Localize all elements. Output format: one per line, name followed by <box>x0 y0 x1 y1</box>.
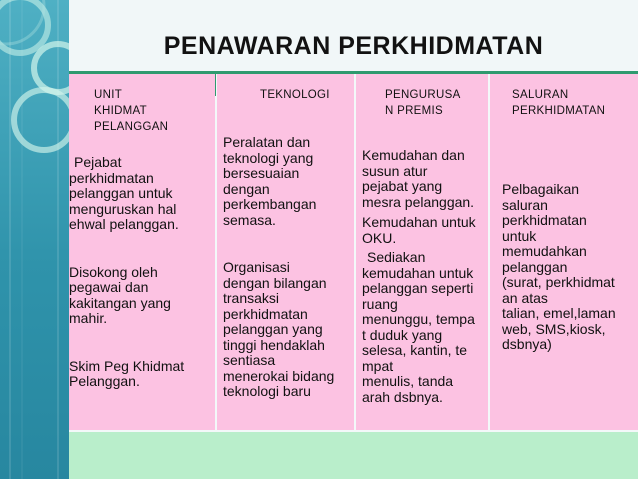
text-line: teknologi yang <box>223 149 314 166</box>
text-line: (surat, perkhidmat <box>502 274 615 290</box>
text-line: pelanggan yang <box>223 321 323 337</box>
text-line: susun atur <box>362 162 428 179</box>
text-line: mpat <box>362 357 394 374</box>
text-line: selesa, kantin, te <box>362 342 468 358</box>
text-line: pelanggan <box>502 258 568 275</box>
text-line: teknologi baru <box>223 383 311 399</box>
text-line: Pelanggan. <box>69 373 140 389</box>
text-line: dengan <box>223 180 270 197</box>
text-line: perkhidmatan <box>223 305 308 322</box>
text-line: untuk <box>502 227 537 244</box>
sidebar-stripes-graphic <box>0 0 69 479</box>
column-header <box>512 87 605 119</box>
text-line: dsbnya) <box>502 336 552 352</box>
header-line: UNIT <box>94 89 123 101</box>
text-line: OKU. <box>362 229 397 246</box>
header-line: SALURAN <box>512 89 569 101</box>
text-line: pejabat yang <box>362 178 443 194</box>
text-line: mesra pelanggan. <box>362 193 475 210</box>
column-body <box>502 182 638 353</box>
footer-band <box>69 432 638 479</box>
text-line: memudahkan <box>502 243 587 259</box>
text-line: perkhidmatan <box>69 169 154 186</box>
column-header <box>94 87 168 135</box>
column-body <box>362 148 488 405</box>
slide-title-area <box>69 0 638 72</box>
column-header <box>385 87 461 119</box>
text-line: pelanggan untuk <box>69 185 173 201</box>
text-line: kemudahan untuk <box>362 264 474 281</box>
column-header <box>260 87 330 103</box>
text-line: Kemudahan dan <box>362 147 465 163</box>
text-line: bersesuaian <box>223 165 300 181</box>
text-line: dengan bilangan <box>223 274 327 291</box>
text-line: ehwal pelanggan. <box>69 216 179 232</box>
text-line: pelanggan seperti <box>362 280 474 296</box>
decorative-sidebar <box>0 0 69 479</box>
text-line: sentiasa <box>223 352 276 368</box>
text-line: an atas <box>502 289 548 306</box>
header-line: PENGURUSA <box>385 89 461 101</box>
header-line: KHIDMAT <box>94 105 147 117</box>
text-line: Pelbagaikan <box>502 181 580 197</box>
text-line: t duduk yang <box>362 326 443 343</box>
header-line: TEKNOLOGI <box>260 89 330 101</box>
text-line: menguruskan hal <box>69 200 177 217</box>
text-line: Peralatan dan <box>223 134 311 150</box>
text-line: mahir. <box>69 310 108 326</box>
text-line: Kemudahan untuk <box>362 214 476 230</box>
text-line: semasa. <box>223 211 276 228</box>
header-line: PERKHIDMATAN <box>512 105 606 117</box>
text-line: talian, emel,laman <box>502 305 616 321</box>
text-line: ruang <box>362 295 398 312</box>
text-line: perkembangan <box>223 196 317 212</box>
text-line: Disokong oleh <box>69 263 158 280</box>
text-line: arah dsbnya. <box>362 388 443 405</box>
text-line: saluran <box>502 196 548 213</box>
slide-title: PENAWARAN PERKHIDMATAN <box>163 32 544 60</box>
text-line: menerokai bidang <box>223 367 335 384</box>
header-line: N PREMIS <box>385 105 443 117</box>
header-line: PELANGGAN <box>94 121 169 133</box>
text-line: pegawai dan <box>69 279 149 295</box>
text-line: Sediakan <box>367 249 426 265</box>
text-line: perkhidmatan <box>502 212 587 228</box>
text-line: menunggu, tempa <box>362 311 475 327</box>
column-body <box>69 155 215 390</box>
text-line: transaksi <box>223 290 280 306</box>
text-line: web, SMS,kiosk, <box>502 320 606 337</box>
text-line: kakitangan yang <box>69 294 171 311</box>
text-line: tinggi hendaklah <box>223 336 325 353</box>
column-body <box>223 135 354 400</box>
text-line: menulis, tanda <box>362 373 454 389</box>
text-line: Organisasi <box>223 259 290 275</box>
text-line: Pejabat <box>74 154 122 170</box>
text-line: Skim Peg Khidmat <box>69 357 185 374</box>
